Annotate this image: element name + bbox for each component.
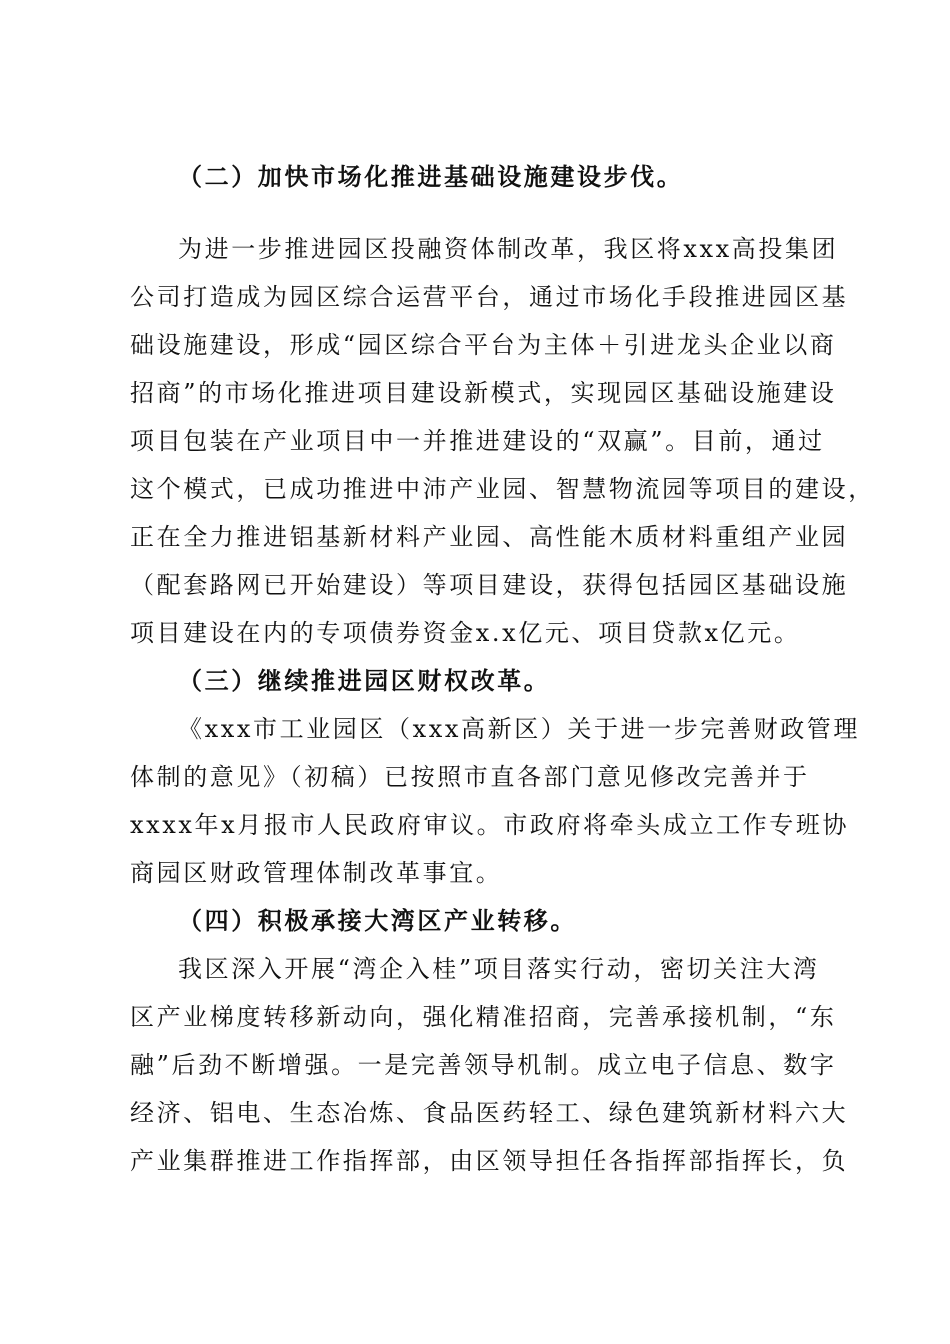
section-heading-3: （三）继续推进园区财权改革。 [178,666,551,695]
paragraph-line: 区产业梯度转移新动向，强化精准招商，完善承接机制，“东 [130,1003,837,1031]
paragraph-line: 融”后劲不断增强。一是完善领导机制。成立电子信息、数字 [130,1051,837,1079]
paragraph-line: 商园区财政管理体制改革事宜。 [130,859,503,887]
paragraph-line: 公司打造成为园区综合运营平台，通过市场化手段推进园区基 [130,283,849,311]
paragraph-line: 这个模式，已成功推进中沛产业园、智慧物流园等项目的建设， [130,475,875,503]
paragraph-line: 我区深入开展“湾企入桂”项目落实行动，密切关注大湾 [178,955,820,983]
paragraph-line: 正在全力推进铝基新材料产业园、高性能木质材料重组产业园 [130,523,849,551]
paragraph-line: 体制的意见》（初稿）已按照市直各部门意见修改完善并于 [130,763,810,791]
section-heading-4: （四）积极承接大湾区产业转移。 [178,906,577,935]
paragraph-line: 产业集群推进工作指挥部，由区领导担任各指挥部指挥长，负 [130,1147,849,1175]
paragraph-line: 项目建设在内的专项债券资金x.x亿元、项目贷款x亿元。 [130,619,801,647]
paragraph-line: 招商”的市场化推进项目建设新模式，实现园区基础设施建设 [130,379,837,407]
paragraph-line: 经济、铝电、生态冶炼、食品医药轻工、绿色建筑新材料六大 [130,1099,849,1127]
paragraph-line: 为进一步推进园区投融资体制改革，我区将xxx高投集团 [178,235,839,263]
paragraph-line: 础设施建设，形成“园区综合平台为主体＋引进龙头企业以商 [130,331,837,359]
paragraph-line: （配套路网已开始建设）等项目建设，获得包括园区基础设施 [130,571,849,599]
paragraph-line: 项目包装在产业项目中一并推进建设的“双赢”。目前，通过 [130,427,825,455]
paragraph-line: xxxx年x月报市人民政府审议。市政府将牵头成立工作专班协 [130,811,850,839]
paragraph-line: 《xxx市工业园区（xxx高新区）关于进一步完善财政管理 [178,715,861,743]
section-heading-2: （二）加快市场化推进基础设施建设步伐。 [178,162,684,191]
